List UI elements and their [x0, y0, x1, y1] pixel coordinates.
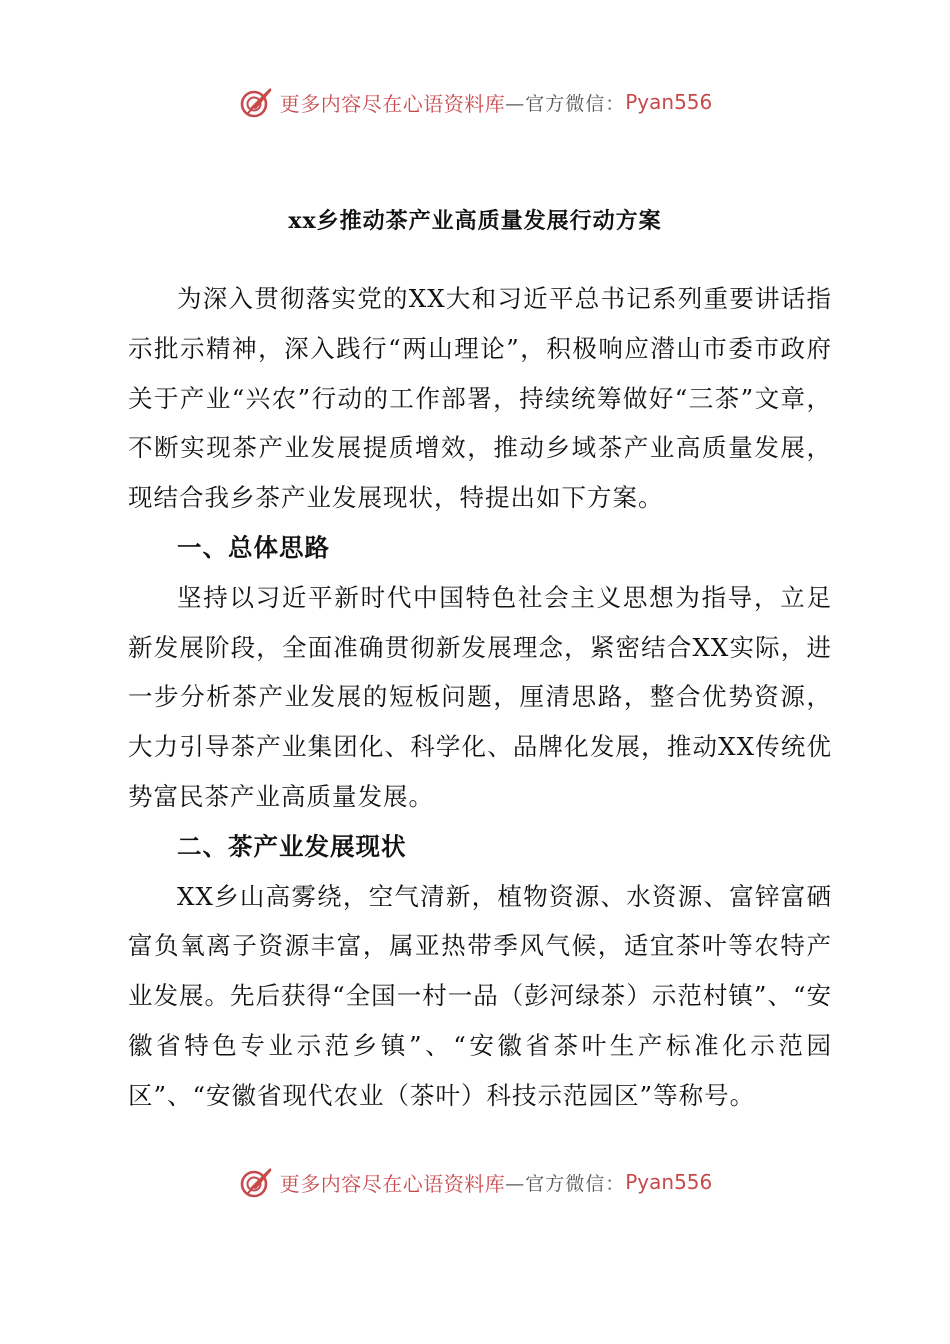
watermark-wechat-id: Pyan556 [625, 1170, 713, 1194]
quill-logo-icon [238, 84, 274, 120]
quill-logo-icon [238, 1164, 274, 1200]
watermark-main-text: 更多内容尽在心语资料库 [279, 1171, 506, 1196]
document-title: xx乡推动茶产业高质量发展行动方案 [288, 208, 662, 234]
document-body [128, 274, 832, 1121]
watermark-banner-top [0, 80, 950, 124]
watermark-main-text: 更多内容尽在心语资料库 [279, 91, 506, 116]
watermark-banner-bottom [0, 1160, 950, 1204]
section-heading: 二、茶产业发展现状 [177, 831, 407, 861]
section-paragraph: 坚持以习近平新时代中国特色社会主义思想为指导，立足新发展阶段，全面准确贯彻新发展理念，紧密结合XX实际，进一步分析茶产业发展的短板问题，厘清思路，整合优势资源，大力引导茶产业集团化、科学化、品牌化发展，推动XX传统优势富民茶产业高质量发展。 [128, 582, 832, 811]
section-heading: 一、总体思路 [177, 532, 330, 562]
watermark-wechat-id: Pyan556 [625, 90, 713, 114]
intro-paragraph: 为深入贯彻落实党的XX大和习近平总书记系列重要讲话指示批示精神，深入践行“两山理论”，积极响应潜山市委市政府关于产业“兴农”行动的工作部署，持续统筹做好“三茶”文章，不断实现茶产业发展提质增效，推动乡域茶产业高质量发展，现结合我乡茶产业发展现状，特提出如下方案。 [128, 284, 832, 513]
section-paragraph: XX乡山高雾绕，空气清新，植物资源、水资源、富锌富硒富负氧离子资源丰富，属亚热带季风气候，适宜茶叶等农特产业发展。先后获得“全国一村一品（彭河绿茶）示范村镇”、“安徽省特色专业示范乡镇”、“安徽省茶叶生产标准化示范园区”、“安徽省现代农业（茶叶）科技示范园区”等称号。 [128, 881, 832, 1110]
watermark-sub-text: —官方微信： [505, 1172, 626, 1195]
watermark-sub-text: —官方微信： [505, 92, 626, 115]
